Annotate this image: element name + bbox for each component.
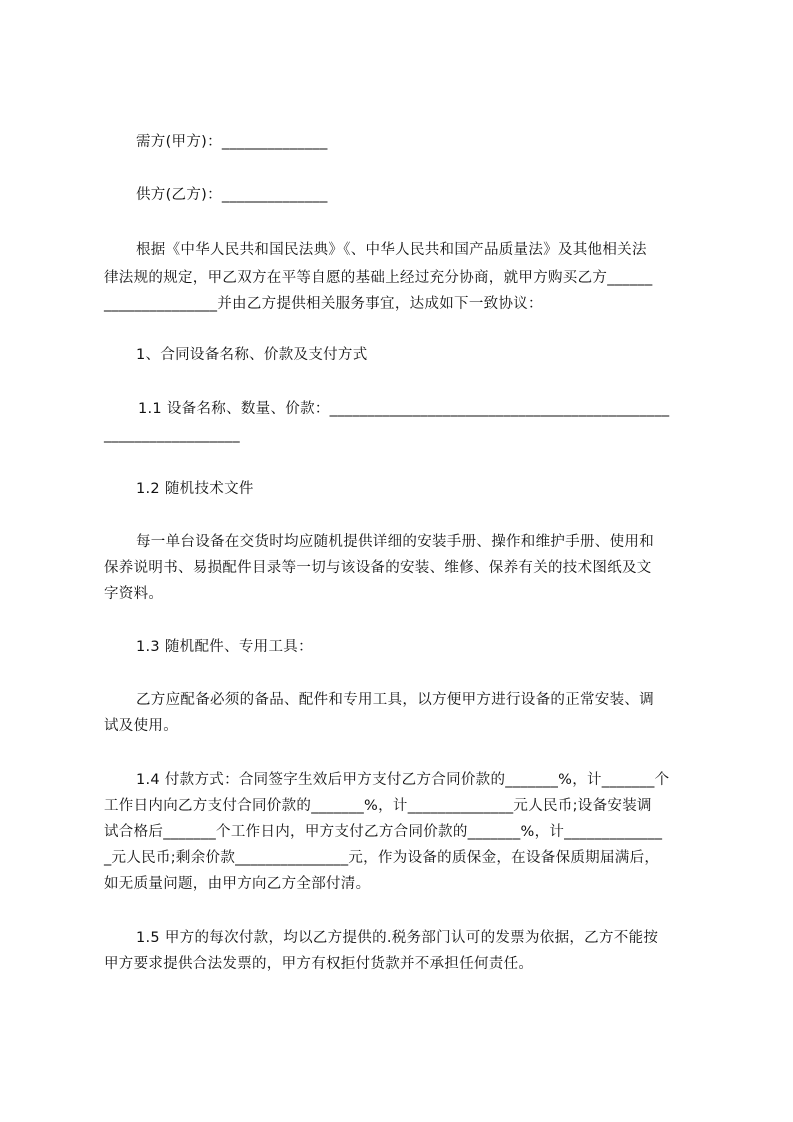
item-1-3-line: 试及使用。	[104, 718, 178, 734]
item-1-4-line: 如无质量问题，由甲方向乙方全部付清。	[104, 876, 371, 892]
item-1-4-line: 1.4 付款方式：合同签字生效后甲方支付乙方合同价款的_______%，计_______个	[136, 772, 670, 788]
item-1-4-line: 试合格后_______个工作日内，甲方支付乙方合同价款的_______%，计_____________	[104, 824, 663, 840]
item-1-2-line: 字资料。	[104, 586, 164, 602]
item-1-4-line: 工作日内向乙方支付合同价款的_______%，计______________元人民币;设备安装调	[104, 798, 652, 814]
item-1-2-line: 每一单台设备在交货时均应随机提供详细的安装手册、操作和维护手册、使用和	[136, 534, 654, 550]
item-1-1-line: __________________	[104, 427, 240, 443]
intro-line: _______________并由乙方提供相关服务事宜，达成如下一致协议：	[104, 296, 543, 312]
item-1-5-line: 1.5 甲方的每次付款，均以乙方提供的.税务部门认可的发票为依据，乙方不能按	[136, 930, 659, 946]
section-1-heading: 1、合同设备名称、价款及支付方式	[136, 347, 368, 363]
item-1-4-line: _元人民币;剩余价款_______________元，作为设备的质保金，在设备保质期届满后，	[104, 850, 660, 866]
intro-line: 律法规的规定，甲乙双方在平等自愿的基础上经过充分协商，就甲方购买乙方______	[104, 270, 653, 286]
seller-line: 供方(乙方)：______________	[136, 187, 328, 203]
item-1-2-heading: 1.2 随机技术文件	[136, 481, 254, 497]
buyer-line: 需方(甲方)：______________	[136, 134, 328, 150]
item-1-3-heading: 1.3 随机配件、专用工具：	[136, 639, 313, 655]
item-1-3-line: 乙方应配备必须的备品、配件和专用工具，以方便甲方进行设备的正常安装、调	[136, 692, 654, 708]
item-1-2-line: 保养说明书、易损配件目录等一切与该设备的安装、维修、保养有关的技术图纸及文	[104, 560, 652, 576]
intro-line: 根据《中华人民共和国民法典》《、中华人民共和国产品质量法》及其他相关法	[136, 242, 647, 258]
item-1-5-line: 甲方要求提供合法发票的，甲方有权拒付货款并不承担任何责任。	[104, 956, 534, 972]
item-1-1-line: 1.1 设备名称、数量、价款：_____________________________________________	[138, 401, 670, 417]
